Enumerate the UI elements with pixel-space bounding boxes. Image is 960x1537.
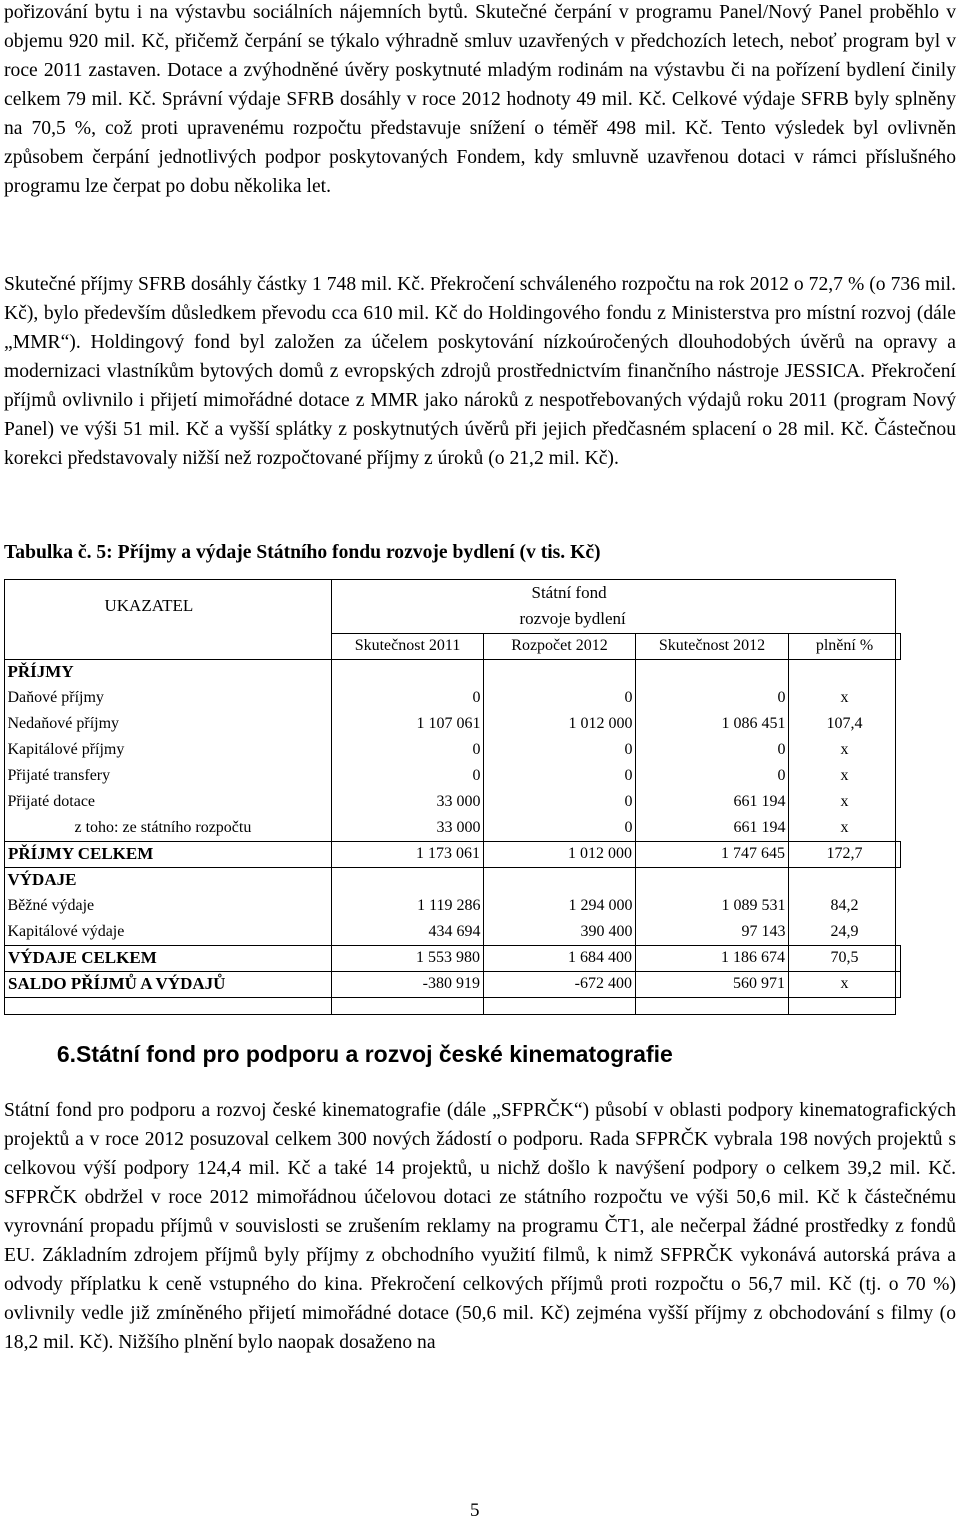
fund-header-line1: Státní fond xyxy=(531,583,607,602)
cell-value: 84,2 xyxy=(830,897,859,914)
cell-value: 70,5 xyxy=(789,945,901,971)
cell-value: 1 086 451 xyxy=(721,715,786,732)
cell-value: 1 173 061 xyxy=(332,841,484,867)
cell-value: 661 194 xyxy=(733,818,786,836)
table-row xyxy=(5,789,901,815)
paragraph-sfrb-expenditure: pořizování bytu i na výstavbu sociálních nájemních bytů. Skutečné čerpání v programu Panel/Nový Panel proběhlo v objemu 920 mil. Kč, přičemž čerpání se týkalo výhradně smluv uzavřených v předchozích letech, neboť program byl v roce 2011 zastaven. Dotace a zvýhodněné úvěry poskytnuté mladým rodinám na výstavbu či na pořízení bydlení činily celkem 79 mil. Kč. Správní výdaje SFRB dosáhly v roce 2012 hodnoty 49 mil. Kč. Celkové výdaje SFRB byly splněny na 70,5 %, což proti upravenému rozpočtu představuje snížení o téměř 498 mil. Kč. Tento výsledek byl ovlivněn způsobem čerpání jednotlivých podpor poskytovaných Fondem, kdy smluvně uzavřenou dotaci v rámci příslušného programu lze čerpat po dobu několika let. xyxy=(4,2,956,197)
cell-value: x xyxy=(840,793,849,810)
cell-value: 1 684 400 xyxy=(484,945,636,971)
cell-value: 1 294 000 xyxy=(568,897,633,914)
fund-header-line2: rozvoje bydlení xyxy=(519,609,626,628)
cell-value: x xyxy=(840,741,849,758)
cell-value: 0 xyxy=(624,767,633,784)
cell-value: 97 143 xyxy=(741,922,786,940)
row-label: Nedaňové příjmy xyxy=(7,715,120,732)
cell-value: x xyxy=(840,818,849,836)
indicator-header: UKAZATEL xyxy=(104,596,194,615)
row-label: Běžné výdaje xyxy=(7,897,95,914)
table-caption: Tabulka č. 5: Příjmy a výdaje Státního fondu rozvoje bydlení (v tis. Kč) xyxy=(4,542,601,563)
row-label: Kapitálové příjmy xyxy=(7,741,125,758)
column-header: plnění % xyxy=(789,633,901,659)
cell-value: 0 xyxy=(472,689,481,706)
table-row xyxy=(5,737,901,763)
cell-value: 560 971 xyxy=(636,971,789,997)
cell-value: 1 119 286 xyxy=(417,897,481,914)
row-label: Přijaté dotace xyxy=(7,793,96,810)
cell-value: 1 186 674 xyxy=(636,945,789,971)
row-label: Přijaté transfery xyxy=(7,767,111,784)
cell-value: 1 553 980 xyxy=(332,945,484,971)
cell-value: 172,7 xyxy=(789,841,901,867)
table-rule-c2 xyxy=(483,635,484,1015)
paragraph-sfrb-revenue: Skutečné příjmy SFRB dosáhly částky 1 748 mil. Kč. Překročení schváleného rozpočtu na rok 2012 o 72,7 % (o 736 mil. Kč), bylo především důsledkem převodu cca 610 mil. Kč do Holdingového fondu z Ministerstva pro místní rozvoj (dále „MMR“). Holdingový fond byl založen za účelem poskytování nízkoúročených dlouhodobých úvěrů na opravy a modernizaci vlastníkům bytových domů z evropských zdrojů prostřednictvím finančního nástroje JESSICA. Překročení příjmů ovlivnilo i přijetí mimořádné dotace z MMR jako nároků z nespotřebovaných výdajů roku 2011 (program Nový Panel) ve výši 51 mil. Kč a vyšší splátky z poskytnutých úvěrů při jejich předčasném splacení o 28 mil. Kč. Částečnou korekci představovaly nižší než rozpočtované příjmy z úroků (o 21,2 mil. Kč). xyxy=(4,274,956,469)
cell-value: 0 xyxy=(472,767,481,784)
cell-value: 0 xyxy=(777,689,786,706)
row-label: SALDO PŘÍJMŮ A VÝDAJŮ xyxy=(5,971,332,997)
cell-value: 0 xyxy=(624,741,633,758)
cell-value: 0 xyxy=(777,741,786,758)
cell-value: x xyxy=(840,767,849,784)
cell-value: 661 194 xyxy=(733,793,786,810)
paragraph-sfprck: Státní fond pro podporu a rozvoj české kinematografie (dále „SFPRČK“) působí v oblasti podpory kinematografických projektů a v roce 2012 posuzoval celkem 300 nových žádostí o podporu. Rada SFPRČK vybrala 198 nových projektů s celkovou výší podpory 124,4 mil. Kč a také 14 projektů, u nichž došlo k navýšení podpory o celkem 39,2 mil. Kč. SFPRČK obdržel v roce 2012 mimořádnou účelovou dotaci ze státního rozpočtu ve výši 50,6 mil. Kč k částečnému vyrovnání propadu příjmů v souvislosti se zrušením reklamy na programu ČT1, ale nečerpal žádné prostředky z fondů EU. Základním zdrojem příjmů byly příjmy z obchodního využití filmů, k nimž SFPRČK vykonává autorská práva a odvody příplatku k ceně vstupného do kina. Překročení celkových příjmů proti rozpočtu o 56,7 mil. Kč (tj. o 70 %) ovlivnily vedle již zmíněného přijetí mimořádné dotace (50,6 mil. Kč) zejména vyšší příjmy z obchodování s filmy (o 18,2 mil. Kč). Nižšího plnění bylo naopak dosaženo na xyxy=(4,1100,956,1353)
table-row xyxy=(5,659,901,685)
row-label: Daňové příjmy xyxy=(7,689,104,706)
table-row-total-income xyxy=(5,841,901,867)
table-row xyxy=(5,867,901,893)
cell-value: 33 000 xyxy=(436,793,481,810)
cell-value: 1 012 000 xyxy=(568,715,633,732)
column-header: Rozpočet 2012 xyxy=(484,633,636,659)
cell-value: 33 000 xyxy=(436,818,481,836)
table-header-row-1 xyxy=(5,579,901,606)
cell-value: 0 xyxy=(624,793,633,810)
table-row xyxy=(5,685,901,711)
cell-value: 24,9 xyxy=(830,922,859,940)
table-row xyxy=(5,919,901,945)
cell-value: 434 694 xyxy=(428,922,481,940)
column-header: Skutečnost 2011 xyxy=(332,633,484,659)
row-label: Kapitálové výdaje xyxy=(7,922,125,940)
table-rule-c4 xyxy=(788,635,789,1015)
cell-value: 1 089 531 xyxy=(721,897,786,914)
cell-value: 390 400 xyxy=(580,922,633,940)
cell-value: 0 xyxy=(472,741,481,758)
table-row xyxy=(5,893,901,919)
cell-value: x xyxy=(789,971,901,997)
cell-value: 1 107 061 xyxy=(416,715,481,732)
table-row xyxy=(5,815,901,841)
table-rule-c3 xyxy=(635,635,636,1015)
cell-value: 0 xyxy=(624,689,633,706)
cell-value: -380 919 xyxy=(332,971,484,997)
cell-value: -672 400 xyxy=(484,971,636,997)
row-label: PŘÍJMY CELKEM xyxy=(5,841,332,867)
row-label: z toho: ze státního rozpočtu xyxy=(74,818,252,836)
table-row-balance xyxy=(5,971,901,997)
section-number: 6. xyxy=(56,1041,76,1067)
cell-value: 107,4 xyxy=(826,715,863,732)
cell-value: 1 747 645 xyxy=(636,841,789,867)
cell-value: 0 xyxy=(777,767,786,784)
row-label: PŘÍJMY xyxy=(7,662,74,682)
cell-value: x xyxy=(840,689,849,706)
page-number: 5 xyxy=(470,1500,480,1521)
table-rule-c1 xyxy=(331,579,332,1015)
table-row-total-expenditure xyxy=(5,945,901,971)
section-heading xyxy=(4,1041,673,1068)
sfrb-income-expenditure-table xyxy=(4,579,901,998)
table-row xyxy=(5,763,901,789)
column-header: Skutečnost 2012 xyxy=(636,633,789,659)
table-column-header-row xyxy=(5,633,901,659)
cell-value: 1 012 000 xyxy=(484,841,636,867)
row-label: VÝDAJE CELKEM xyxy=(5,945,332,971)
table-row xyxy=(5,711,901,737)
row-label: VÝDAJE xyxy=(7,870,77,890)
cell-value: 0 xyxy=(624,818,633,836)
section-title: Státní fond pro podporu a rozvoj české kinematografie xyxy=(76,1041,673,1067)
